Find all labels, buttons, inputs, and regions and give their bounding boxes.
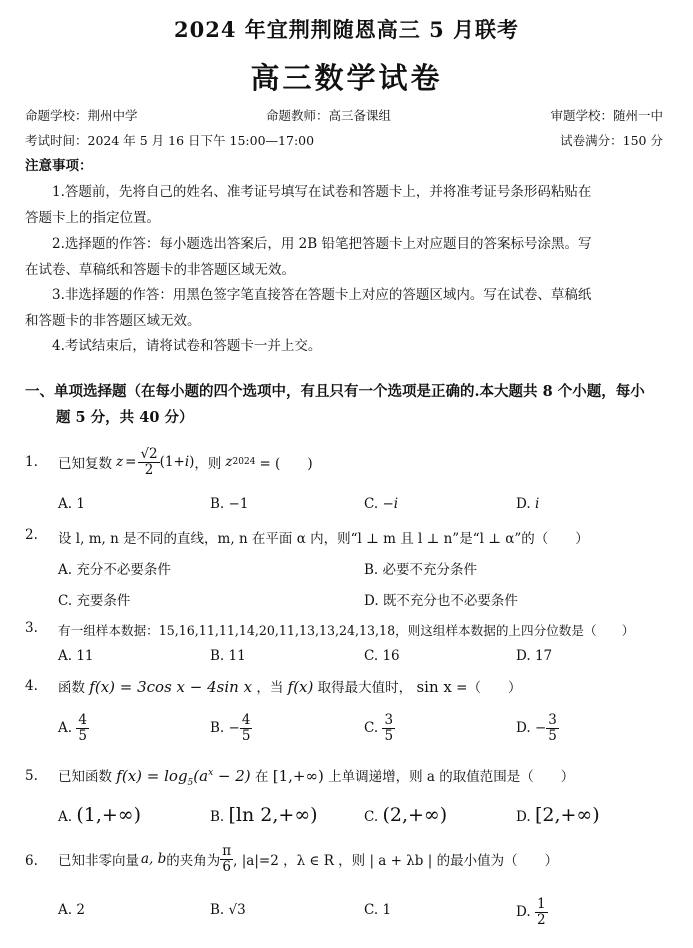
q2-option-b[interactable]: B. 必要不充分条件 xyxy=(364,562,478,578)
q1-text-a: 已知复数 xyxy=(58,456,112,472)
note-2a: 2.选择题的作答：每小题选出答案后，用 2B 铅笔把答题卡上对应题目的答案标号涂黑。写 xyxy=(52,236,592,252)
full-score: 试卷满分：150 分 xyxy=(560,133,663,148)
question-1-stem xyxy=(58,438,313,486)
exam-time: 考试时间：2024 年 5 月 16 日下午 15:00—17:00 xyxy=(25,133,315,148)
q1-zz: z xyxy=(225,454,233,470)
q1-frac-num: √2 xyxy=(140,446,158,463)
exam-title: 2024 年宜荆荆随恩高三 5 月联考 xyxy=(174,17,519,42)
q1-paren: (1+ xyxy=(159,454,185,470)
note-3b: 和答题卡的非答题区域无效。 xyxy=(25,313,201,329)
q1-option-b[interactable]: B. −1 xyxy=(210,496,249,512)
q4-sinx: sin x xyxy=(416,678,452,696)
q5-option-c[interactable]: C. (2,+∞) xyxy=(364,804,448,826)
note-4: 4.考试结束后，请将试卷和答题卡一并上交。 xyxy=(52,338,322,354)
setter-school: 命题学校：荆州中学 xyxy=(25,108,138,123)
question-4-stem: 函数 f(x) = 3cos x − 4sin x ，当 f(x) 取得最大值时， sin x =（ ） xyxy=(58,678,522,696)
q1-z: z xyxy=(116,454,124,470)
question-2-stem: 设 l, m, n 是不同的直线，m, n 在平面 α 内，则“l ⊥ m 且 l ⊥ n”是“l ⊥ α”的（ ） xyxy=(58,531,589,547)
q1-fraction xyxy=(138,447,159,476)
question-2-number: 2. xyxy=(25,527,38,543)
q4-option-d[interactable]: D. − $\frac{3}{5}$ xyxy=(516,712,557,744)
q4-fx: f(x) xyxy=(287,678,314,696)
q1-eq: = xyxy=(125,454,137,470)
q1-option-c[interactable]: C. −i xyxy=(364,496,399,512)
q2-option-a[interactable]: A. 充分不必要条件 xyxy=(58,562,171,578)
question-3-number: 3. xyxy=(25,620,38,636)
question-4-number: 4. xyxy=(25,678,38,694)
paper-title: 高三数学试卷 xyxy=(250,61,443,95)
note-1a: 1.答题前，先将自己的姓名、准考证号填写在试卷和答题卡上，并将准考证号条形码粘贴在 xyxy=(52,184,592,200)
notes-heading: 注意事项： xyxy=(25,158,93,174)
q1-text-c: = ( ) xyxy=(259,456,313,472)
q5-option-d[interactable]: D. [2,+∞) xyxy=(516,804,600,826)
q4-option-b[interactable]: B. − $\frac{4}{5}$ xyxy=(210,712,251,744)
q4-option-c[interactable]: C. $\frac{3}{5}$ xyxy=(364,712,394,744)
note-2b: 在试卷、草稿纸和答题卡的非答题区域无效。 xyxy=(25,262,295,278)
question-5-number: 5. xyxy=(25,768,38,784)
reviewer-school: 审题学校：随州一中 xyxy=(550,108,663,123)
q1-i: i xyxy=(184,454,190,470)
q1-close: ) xyxy=(189,454,195,470)
q4-option-a[interactable]: A. $\frac{4}{5}$ xyxy=(58,712,87,744)
section-heading-line1: 一、单项选择题（在每小题的四个选项中，有且只有一个选项是正确的.本大题共 8 个小题，每小 xyxy=(25,383,645,400)
q1-frac-den: 2 xyxy=(144,461,154,478)
question-6-stem: 已知非零向量 a, b 的夹角为 $\frac{\pi}{6}$ , |a|=2 ，λ ∈ R ，则 | a + λb | 的最小值为（ ） xyxy=(58,843,559,875)
section-heading-line2: 题 5 分，共 40 分） xyxy=(56,409,194,426)
q3-option-d[interactable]: D. 17 xyxy=(516,648,553,664)
setter-teacher: 命题教师：高三备课组 xyxy=(266,108,392,123)
q6-vectors: a, b xyxy=(141,851,167,867)
q2-option-d[interactable]: D. 既不充分也不必要条件 xyxy=(364,593,518,609)
q2-option-c[interactable]: C. 充要条件 xyxy=(58,593,131,609)
q5-option-a[interactable]: A. (1,+∞) xyxy=(58,804,142,826)
q1-exp: 2024 xyxy=(232,457,256,467)
q5-interval: [1,+∞) xyxy=(272,767,324,785)
q5-option-b[interactable]: B. [ln 2,+∞) xyxy=(210,804,318,826)
note-1b: 答题卡上的指定位置。 xyxy=(25,210,160,226)
q3-option-c[interactable]: C. 16 xyxy=(364,648,400,664)
q6-option-d[interactable]: D. $\frac{1}{2}$ xyxy=(516,896,546,928)
q4-function: f(x) = 3cos x − 4sin x xyxy=(89,678,253,696)
q5-function: $f(x) = \log_5(a^x - 2)$ xyxy=(116,767,251,788)
q6-option-a[interactable]: A. 2 xyxy=(58,902,85,918)
q1-option-d[interactable]: D. i xyxy=(516,496,540,512)
q6-angle-fraction: $\frac{\pi}{6}$ xyxy=(222,843,232,875)
question-5-stem: 已知函数 $f(x) = \log_5(a^x - 2)$ 在 [1,+∞) 上单调递增，则 a 的取值范围是（ ） xyxy=(58,767,575,788)
q6-option-b[interactable]: B. √3 xyxy=(210,902,246,918)
q1-option-a[interactable]: A. 1 xyxy=(58,496,85,512)
q3-option-a[interactable]: A. 11 xyxy=(58,648,94,664)
question-3-stem: 有一组样本数据：15,16,11,11,14,20,11,13,13,24,13,18，则这组样本数据的上四分位数是（ ） xyxy=(58,623,635,638)
question-6-number: 6. xyxy=(25,853,38,869)
note-3a: 3.非选择题的作答：用黑色签字笔直接答在答题卡上对应的答题区域内。写在试卷、草稿纸 xyxy=(52,287,592,303)
q3-option-b[interactable]: B. 11 xyxy=(210,648,246,664)
question-1-number: 1. xyxy=(25,454,38,470)
q6-option-c[interactable]: C. 1 xyxy=(364,902,392,918)
q1-text-b: ，则 xyxy=(194,456,222,472)
